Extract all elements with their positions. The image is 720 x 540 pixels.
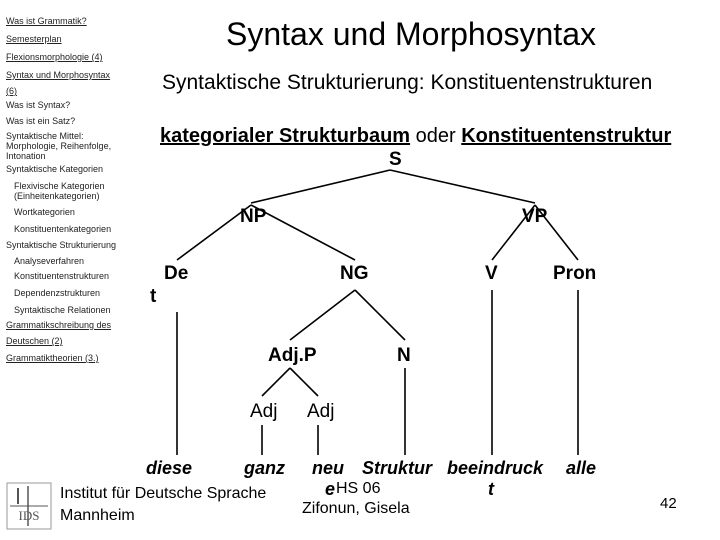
word-diese: diese: [146, 458, 193, 478]
heading-konstituentenstruktur: Konstituentenstruktur: [461, 125, 672, 147]
node-det-part2: t: [150, 286, 157, 307]
word-beeindruckt-t: t: [488, 479, 494, 499]
sidebar-item-semesterplan[interactable]: Semesterplan: [6, 34, 62, 44]
node-n: N: [397, 345, 411, 366]
sidebar-item-grammatikschreibung-count[interactable]: Deutschen (2): [6, 336, 63, 346]
course-label: HS 06: [336, 480, 381, 497]
sidebar-item-flexivische-kategorien[interactable]: Flexivische Kategorien (Einheitenkategorien): [14, 181, 105, 201]
ids-logo-text: IDS: [18, 508, 40, 523]
sidebar-item-grammatiktheorien[interactable]: Grammatiktheorien (3.): [6, 353, 99, 363]
page-number: 42: [660, 495, 677, 512]
sidebar-item-analyseverfahren[interactable]: Analyseverfahren: [14, 256, 85, 266]
node-adjp: Adj.P: [268, 345, 317, 366]
heading-connector: oder: [410, 125, 462, 147]
sidebar-item-wortkategorien[interactable]: Wortkategorien: [14, 207, 75, 217]
sidebar-item-konstituentenstrukturen[interactable]: Konstituentenstrukturen: [14, 271, 110, 281]
node-adj-2: Adj: [307, 401, 335, 422]
institute-line-2: Mannheim: [60, 507, 135, 524]
edge-s-np: [251, 170, 390, 203]
sidebar-item-was-ist-syntax[interactable]: Was ist Syntax?: [6, 100, 71, 110]
node-np: NP: [240, 206, 267, 227]
edge-adjp-adj1: [262, 368, 290, 396]
word-neu: neu: [312, 458, 345, 478]
sidebar-item-flexionsmorphologie[interactable]: Flexionsmorphologie (4): [6, 52, 103, 62]
node-pron: Pron: [553, 263, 597, 284]
institute-line-1: Institut für Deutsche Sprache: [60, 485, 267, 502]
sidebar-item-grammatikschreibung[interactable]: Grammatikschreibung des: [6, 320, 112, 330]
edge-s-vp: [390, 170, 535, 203]
edge-ng-n: [355, 290, 405, 340]
node-v: V: [485, 263, 498, 284]
slide-title: Syntax und Morphosyntax: [226, 16, 596, 52]
sidebar-item-syntax-morphosyntax-count[interactable]: (6): [6, 86, 17, 96]
node-det-part1: De: [164, 263, 189, 284]
word-struktur: Struktur: [362, 458, 433, 478]
edge-np-ng: [251, 205, 355, 260]
sidebar-item-syntaktische-strukturierung[interactable]: Syntaktische Strukturierung: [6, 240, 117, 250]
sidebar-item-dependenzstrukturen[interactable]: Dependenzstrukturen: [14, 288, 101, 298]
author-label: Zifonun, Gisela: [302, 500, 410, 517]
word-struktur-e: e: [325, 479, 336, 499]
node-vp: VP: [522, 206, 548, 227]
word-alle: alle: [566, 458, 597, 478]
word-beeindruck: beeindruck: [447, 458, 544, 478]
node-ng: NG: [340, 263, 369, 284]
edge-ng-adjp: [290, 290, 355, 340]
slide-subtitle: Syntaktische Strukturierung: Konstituentenstrukturen: [162, 71, 653, 94]
institute-name: [60, 483, 266, 527]
node-s: S: [389, 149, 402, 170]
heading-kategorialer-strukturbaum: kategorialer Strukturbaum: [160, 125, 411, 147]
sidebar-item-syntax-morphosyntax[interactable]: Syntax und Morphosyntax: [6, 70, 111, 80]
sidebar-item-konstituentenkategorien[interactable]: Konstituentenkategorien: [14, 224, 112, 234]
sidebar-item-grammatik[interactable]: Was ist Grammatik?: [6, 16, 87, 26]
node-adj-1: Adj: [250, 401, 278, 422]
edge-adjp-adj2: [290, 368, 318, 396]
sidebar-item-syntaktische-kategorien[interactable]: Syntaktische Kategorien: [6, 164, 104, 174]
sidebar-item-was-ist-satz[interactable]: Was ist ein Satz?: [6, 116, 76, 126]
sidebar-item-syntaktische-mittel[interactable]: Syntaktische Mittel: Morphologie, Reihenfolge, Intonation: [6, 131, 112, 161]
ids-logo: [6, 482, 52, 530]
sidebar-item-syntaktische-relationen[interactable]: Syntaktische Relationen: [14, 305, 111, 315]
word-ganz: ganz: [244, 458, 286, 478]
